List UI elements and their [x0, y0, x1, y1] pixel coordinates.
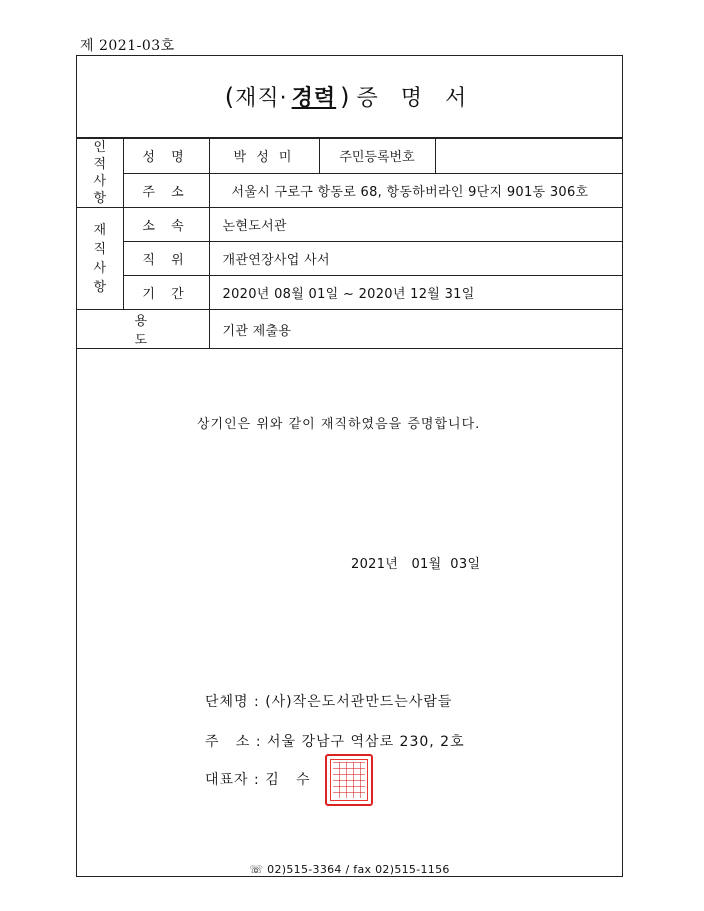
table-row: [77, 208, 622, 242]
title-part-employment: 재직·: [235, 86, 288, 111]
id-label: 주민등록번호: [319, 139, 435, 174]
official-seal-stamp: [325, 754, 373, 806]
employment-section-label: 재 직 사 항: [77, 208, 123, 310]
table-row: [77, 310, 622, 349]
issue-date: 2021년 01월 03일: [351, 557, 481, 572]
certificate-frame: [76, 55, 623, 877]
address-label: 주 소: [123, 173, 209, 208]
purpose-label: 용 도: [77, 310, 209, 349]
name-label: 성 명: [123, 139, 209, 174]
address-value: 서울시 구로구 항동로 68, 항동하버라인 9단지 901동 306호: [209, 173, 622, 208]
title-part-certificate: 증 명 서: [356, 86, 475, 111]
representative: 대표자 : 김 수: [205, 772, 311, 788]
table-row: [77, 173, 622, 208]
organization-address: 주 소 : 서울 강남구 역삼로 230, 2호: [205, 734, 465, 750]
name-value: 박 성 미: [209, 139, 319, 174]
document-number: 제 2021-03호: [80, 38, 175, 54]
title-open-paren: (: [224, 82, 236, 111]
purpose-value: 기관 제출용: [209, 310, 622, 349]
table-row: [77, 139, 622, 174]
affiliation-label: 소 속: [123, 208, 209, 242]
personal-section-label: 인 적 사 항: [77, 139, 123, 208]
position-value: 개관연장사업 사서: [209, 242, 622, 276]
table-row: [77, 276, 622, 310]
position-label: 직 위: [123, 242, 209, 276]
table-row: [77, 242, 622, 276]
info-table: [77, 138, 622, 349]
id-value: [435, 139, 622, 174]
contact-footer: ☏ 02)515-3364 / fax 02)515-1156: [249, 863, 450, 876]
affiliation-value: 논현도서관: [209, 208, 622, 242]
title-part-career: 경력: [291, 86, 337, 111]
title-close-paren: ): [340, 82, 351, 111]
organization-name: 단체명 : (사)작은도서관만드는사람들: [205, 694, 453, 710]
certification-statement: 상기인은 위와 같이 재직하였음을 증명합니다.: [197, 417, 481, 432]
period-value: 2020년 08월 01일 ~ 2020년 12월 31일: [209, 276, 622, 310]
page-title: [77, 56, 622, 138]
period-label: 기 간: [123, 276, 209, 310]
seal-pattern: [333, 762, 365, 798]
